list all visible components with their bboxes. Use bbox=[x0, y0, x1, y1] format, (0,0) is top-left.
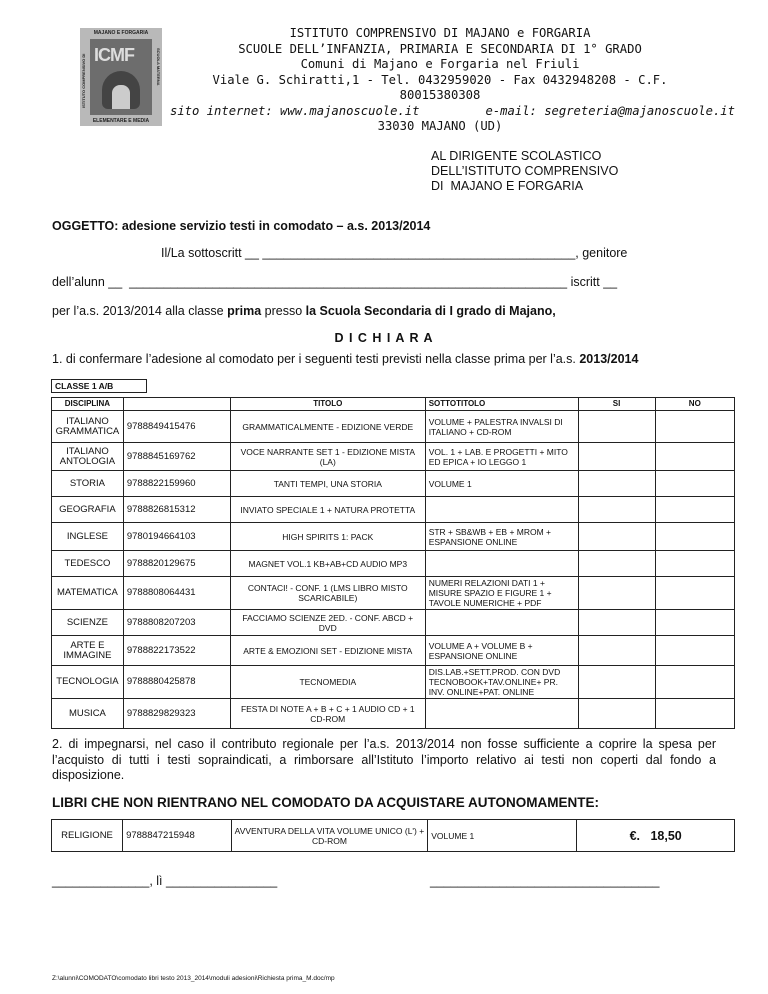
cell-titolo: FACCIAMO SCIENZE 2ED. - CONF. ABCD + DVD bbox=[230, 610, 425, 636]
student-name-line: dell’alunn __ _______________________________________________________________ iscritt __ bbox=[52, 275, 618, 289]
table-row bbox=[52, 551, 735, 577]
cell-isbn: 9780194664103 bbox=[123, 523, 230, 551]
cell-sottotitolo: STR + SB&WB + EB + MROM + ESPANSIONE ONLINE bbox=[425, 523, 578, 551]
cell-titolo: ARTE & EMOZIONI SET - EDIZIONE MISTA bbox=[230, 636, 425, 666]
cell-no[interactable] bbox=[655, 411, 734, 443]
cell-disciplina: TEDESCO bbox=[52, 551, 124, 577]
cell-titolo: HIGH SPIRITS 1: PACK bbox=[230, 523, 425, 551]
cell-disciplina: TECNOLOGIA bbox=[52, 666, 124, 699]
cell-si[interactable] bbox=[578, 610, 655, 636]
cell-no[interactable] bbox=[655, 577, 734, 610]
cell-disciplina: ARTE E IMMAGINE bbox=[52, 636, 124, 666]
cell-si[interactable] bbox=[578, 551, 655, 577]
extra-price: €. 18,50 bbox=[577, 820, 735, 852]
cell-titolo: GRAMMATICALMENTE - EDIZIONE VERDE bbox=[230, 411, 425, 443]
cell-si[interactable] bbox=[578, 666, 655, 699]
cell-isbn: 9788822159960 bbox=[123, 471, 230, 497]
cell-si[interactable] bbox=[578, 471, 655, 497]
cell-sottotitolo bbox=[425, 610, 578, 636]
table-row bbox=[52, 666, 735, 699]
logo-emblem bbox=[90, 39, 152, 115]
cell-disciplina: INGLESE bbox=[52, 523, 124, 551]
cell-sottotitolo bbox=[425, 497, 578, 523]
cell-titolo: CONTACI! - CONF. 1 (LMS LIBRO MISTO SCARICABILE) bbox=[230, 577, 425, 610]
cell-sottotitolo: NUMERI RELAZIONI DATI 1 + MISURE SPAZIO E FIGURE 1 + TAVOLE NUMERICHE + PDF bbox=[425, 577, 578, 610]
header-no: NO bbox=[655, 398, 734, 411]
header-line: SCUOLE DELL’INFANZIA, PRIMARIA E SECONDARIA DI 1° GRADO bbox=[238, 41, 642, 56]
recipient-line: AL DIRIGENTE SCOLASTICO bbox=[431, 149, 602, 163]
extra-books-table bbox=[51, 819, 735, 852]
cell-disciplina: ITALIANO GRAMMATICA bbox=[52, 411, 124, 443]
cell-si[interactable] bbox=[578, 636, 655, 666]
cell-no[interactable] bbox=[655, 443, 734, 471]
cell-titolo: VOCE NARRANTE SET 1 - EDIZIONE MISTA (LA) bbox=[230, 443, 425, 471]
logo-right-text: SCUOLA MATERNA bbox=[156, 48, 161, 86]
header-titolo: TITOLO bbox=[230, 398, 425, 411]
logo-mark: ICMF bbox=[94, 45, 134, 65]
declare-heading: D I C H I A R A bbox=[334, 331, 434, 345]
table-row bbox=[52, 497, 735, 523]
cell-no[interactable] bbox=[655, 610, 734, 636]
table-row bbox=[52, 820, 735, 852]
logo-top-text: MAJANO E FORGARIA bbox=[93, 30, 149, 36]
extra-isbn: 9788847215948 bbox=[123, 820, 232, 852]
point-2: 2. di impegnarsi, nel caso il contributo regionale per l’a.s. 2013/2014 non fosse sufficiente a coprire la spesa per l’acquisto di tutti i testi sopraindicati, a rimborsare all’Istituto l’importo relativo ai testi non coperti dal fondo a disposizione. bbox=[52, 737, 716, 782]
table-row bbox=[52, 636, 735, 666]
header-city-line: 33030 MAJANO (UD) bbox=[377, 119, 503, 133]
cell-disciplina: STORIA bbox=[52, 471, 124, 497]
header-line: Comuni di Majano e Forgaria nel Friuli bbox=[300, 57, 580, 71]
letterhead bbox=[170, 26, 735, 135]
subject-line: OGGETTO: adesione servizio testi in comodato – a.s. 2013/2014 bbox=[52, 219, 431, 233]
cell-isbn: 9788849415476 bbox=[123, 411, 230, 443]
cell-no[interactable] bbox=[655, 497, 734, 523]
place-date-line: ______________, lì ________________ bbox=[52, 874, 278, 888]
cell-titolo: TANTI TEMPI, UNA STORIA bbox=[230, 471, 425, 497]
cell-sottotitolo: VOLUME + PALESTRA INVALSI DI ITALIANO + CD-ROM bbox=[425, 411, 578, 443]
cell-disciplina: MATEMATICA bbox=[52, 577, 124, 610]
header-si: SI bbox=[578, 398, 655, 411]
table-row bbox=[52, 699, 735, 729]
cell-isbn: 9788808207203 bbox=[123, 610, 230, 636]
table-row bbox=[52, 610, 735, 636]
cell-si[interactable] bbox=[578, 699, 655, 729]
extra-sottotitolo: VOLUME 1 bbox=[428, 820, 577, 852]
cell-si[interactable] bbox=[578, 497, 655, 523]
cell-titolo: TECNOMEDIA bbox=[230, 666, 425, 699]
class-line: per l’a.s. 2013/2014 alla classe prima presso la Scuola Secondaria di I grado di Majano, bbox=[52, 304, 556, 318]
table-row bbox=[52, 577, 735, 610]
cell-no[interactable] bbox=[655, 471, 734, 497]
school-logo bbox=[80, 28, 162, 126]
cell-disciplina: MUSICA bbox=[52, 699, 124, 729]
section-2-title: LIBRI CHE NON RIENTRANO NEL COMODATO DA ACQUISTARE AUTONOMAMENTE: bbox=[52, 795, 599, 810]
cell-isbn: 9788826815312 bbox=[123, 497, 230, 523]
cell-sottotitolo: VOL. 1 + LAB. E PROGETTI + MITO ED EPICA + IO LEGGO 1 bbox=[425, 443, 578, 471]
cell-disciplina: ITALIANO ANTOLOGIA bbox=[52, 443, 124, 471]
cell-titolo: INVIATO SPECIALE 1 + NATURA PROTETTA bbox=[230, 497, 425, 523]
table-row bbox=[52, 523, 735, 551]
extra-titolo: AVVENTURA DELLA VITA VOLUME UNICO (L') + CD-ROM bbox=[231, 820, 428, 852]
cell-si[interactable] bbox=[578, 443, 655, 471]
signature-line: _________________________________ bbox=[430, 874, 660, 888]
cell-titolo: FESTA DI NOTE A + B + C + 1 AUDIO CD + 1 CD-ROM bbox=[230, 699, 425, 729]
cell-no[interactable] bbox=[655, 523, 734, 551]
cell-titolo: MAGNET VOL.1 KB+AB+CD AUDIO MP3 bbox=[230, 551, 425, 577]
header-sottotitolo: SOTTOTITOLO bbox=[425, 398, 578, 411]
cell-si[interactable] bbox=[578, 411, 655, 443]
recipient-block bbox=[431, 149, 618, 194]
cell-no[interactable] bbox=[655, 551, 734, 577]
header-line: ISTITUTO COMPRENSIVO DI MAJANO e FORGARIA bbox=[289, 26, 591, 40]
cell-isbn: 9788808064431 bbox=[123, 577, 230, 610]
logo-bottom-text: ELEMENTARE E MEDIA bbox=[92, 118, 150, 124]
logo-left-text: ISTITUTO COMPRENSIVO DI bbox=[81, 53, 86, 108]
table-row bbox=[52, 411, 735, 443]
header-disciplina: DISCIPLINA bbox=[52, 398, 124, 411]
cell-isbn: 9788822173522 bbox=[123, 636, 230, 666]
footer-path: Z:\alunni\COMODATO\comodato libri testo 2013_2014\moduli adesioni\Richiesta prima_M.doc/mp bbox=[52, 975, 335, 982]
cell-isbn: 9788880425878 bbox=[123, 666, 230, 699]
class-label-table bbox=[51, 379, 147, 393]
cell-si[interactable] bbox=[578, 577, 655, 610]
cell-si[interactable] bbox=[578, 523, 655, 551]
cell-disciplina: GEOGRAFIA bbox=[52, 497, 124, 523]
cell-sottotitolo: VOLUME 1 bbox=[425, 471, 578, 497]
point-1: 1. di confermare l’adesione al comodato per i seguenti testi previsti nella classe prima per l’a.s. 2013/2014 bbox=[52, 352, 639, 366]
extra-disciplina: RELIGIONE bbox=[52, 820, 123, 852]
cell-sottotitolo bbox=[425, 551, 578, 577]
cell-sottotitolo bbox=[425, 699, 578, 729]
class-label: CLASSE 1 A/B bbox=[52, 380, 147, 393]
cell-sottotitolo: VOLUME A + VOLUME B + ESPANSIONE ONLINE bbox=[425, 636, 578, 666]
cell-isbn: 9788829829323 bbox=[123, 699, 230, 729]
cell-sottotitolo: DIS.LAB.+SETT.PROD. CON DVD TECNOBOOK+TAV.ONLINE+ PR. INV. ONLINE+PAT. ONLINE bbox=[425, 666, 578, 699]
cell-disciplina: SCIENZE bbox=[52, 610, 124, 636]
table-header-row bbox=[52, 398, 735, 411]
table-row bbox=[52, 471, 735, 497]
books-table bbox=[51, 397, 735, 729]
recipient-line: DELL’ISTITUTO COMPRENSIVO bbox=[431, 164, 619, 178]
cell-no[interactable] bbox=[655, 636, 734, 666]
header-web-line: sito internet: www.majanoscuole.it e-mail: segreteria@majanoscuole.it bbox=[170, 103, 735, 118]
table-row bbox=[52, 443, 735, 471]
cell-isbn: 9788820129675 bbox=[123, 551, 230, 577]
parent-name-line: Il/La sottoscritt __ _____________________________________________, genitore bbox=[161, 246, 628, 260]
recipient-line: DI MAJANO E FORGARIA bbox=[431, 179, 584, 193]
cell-no[interactable] bbox=[655, 699, 734, 729]
cell-isbn: 9788845169762 bbox=[123, 443, 230, 471]
header-line: Viale G. Schiratti,1 - Tel. 0432959020 - Fax 0432948208 - C.F. 80015380308 bbox=[212, 72, 668, 102]
cell-no[interactable] bbox=[655, 666, 734, 699]
